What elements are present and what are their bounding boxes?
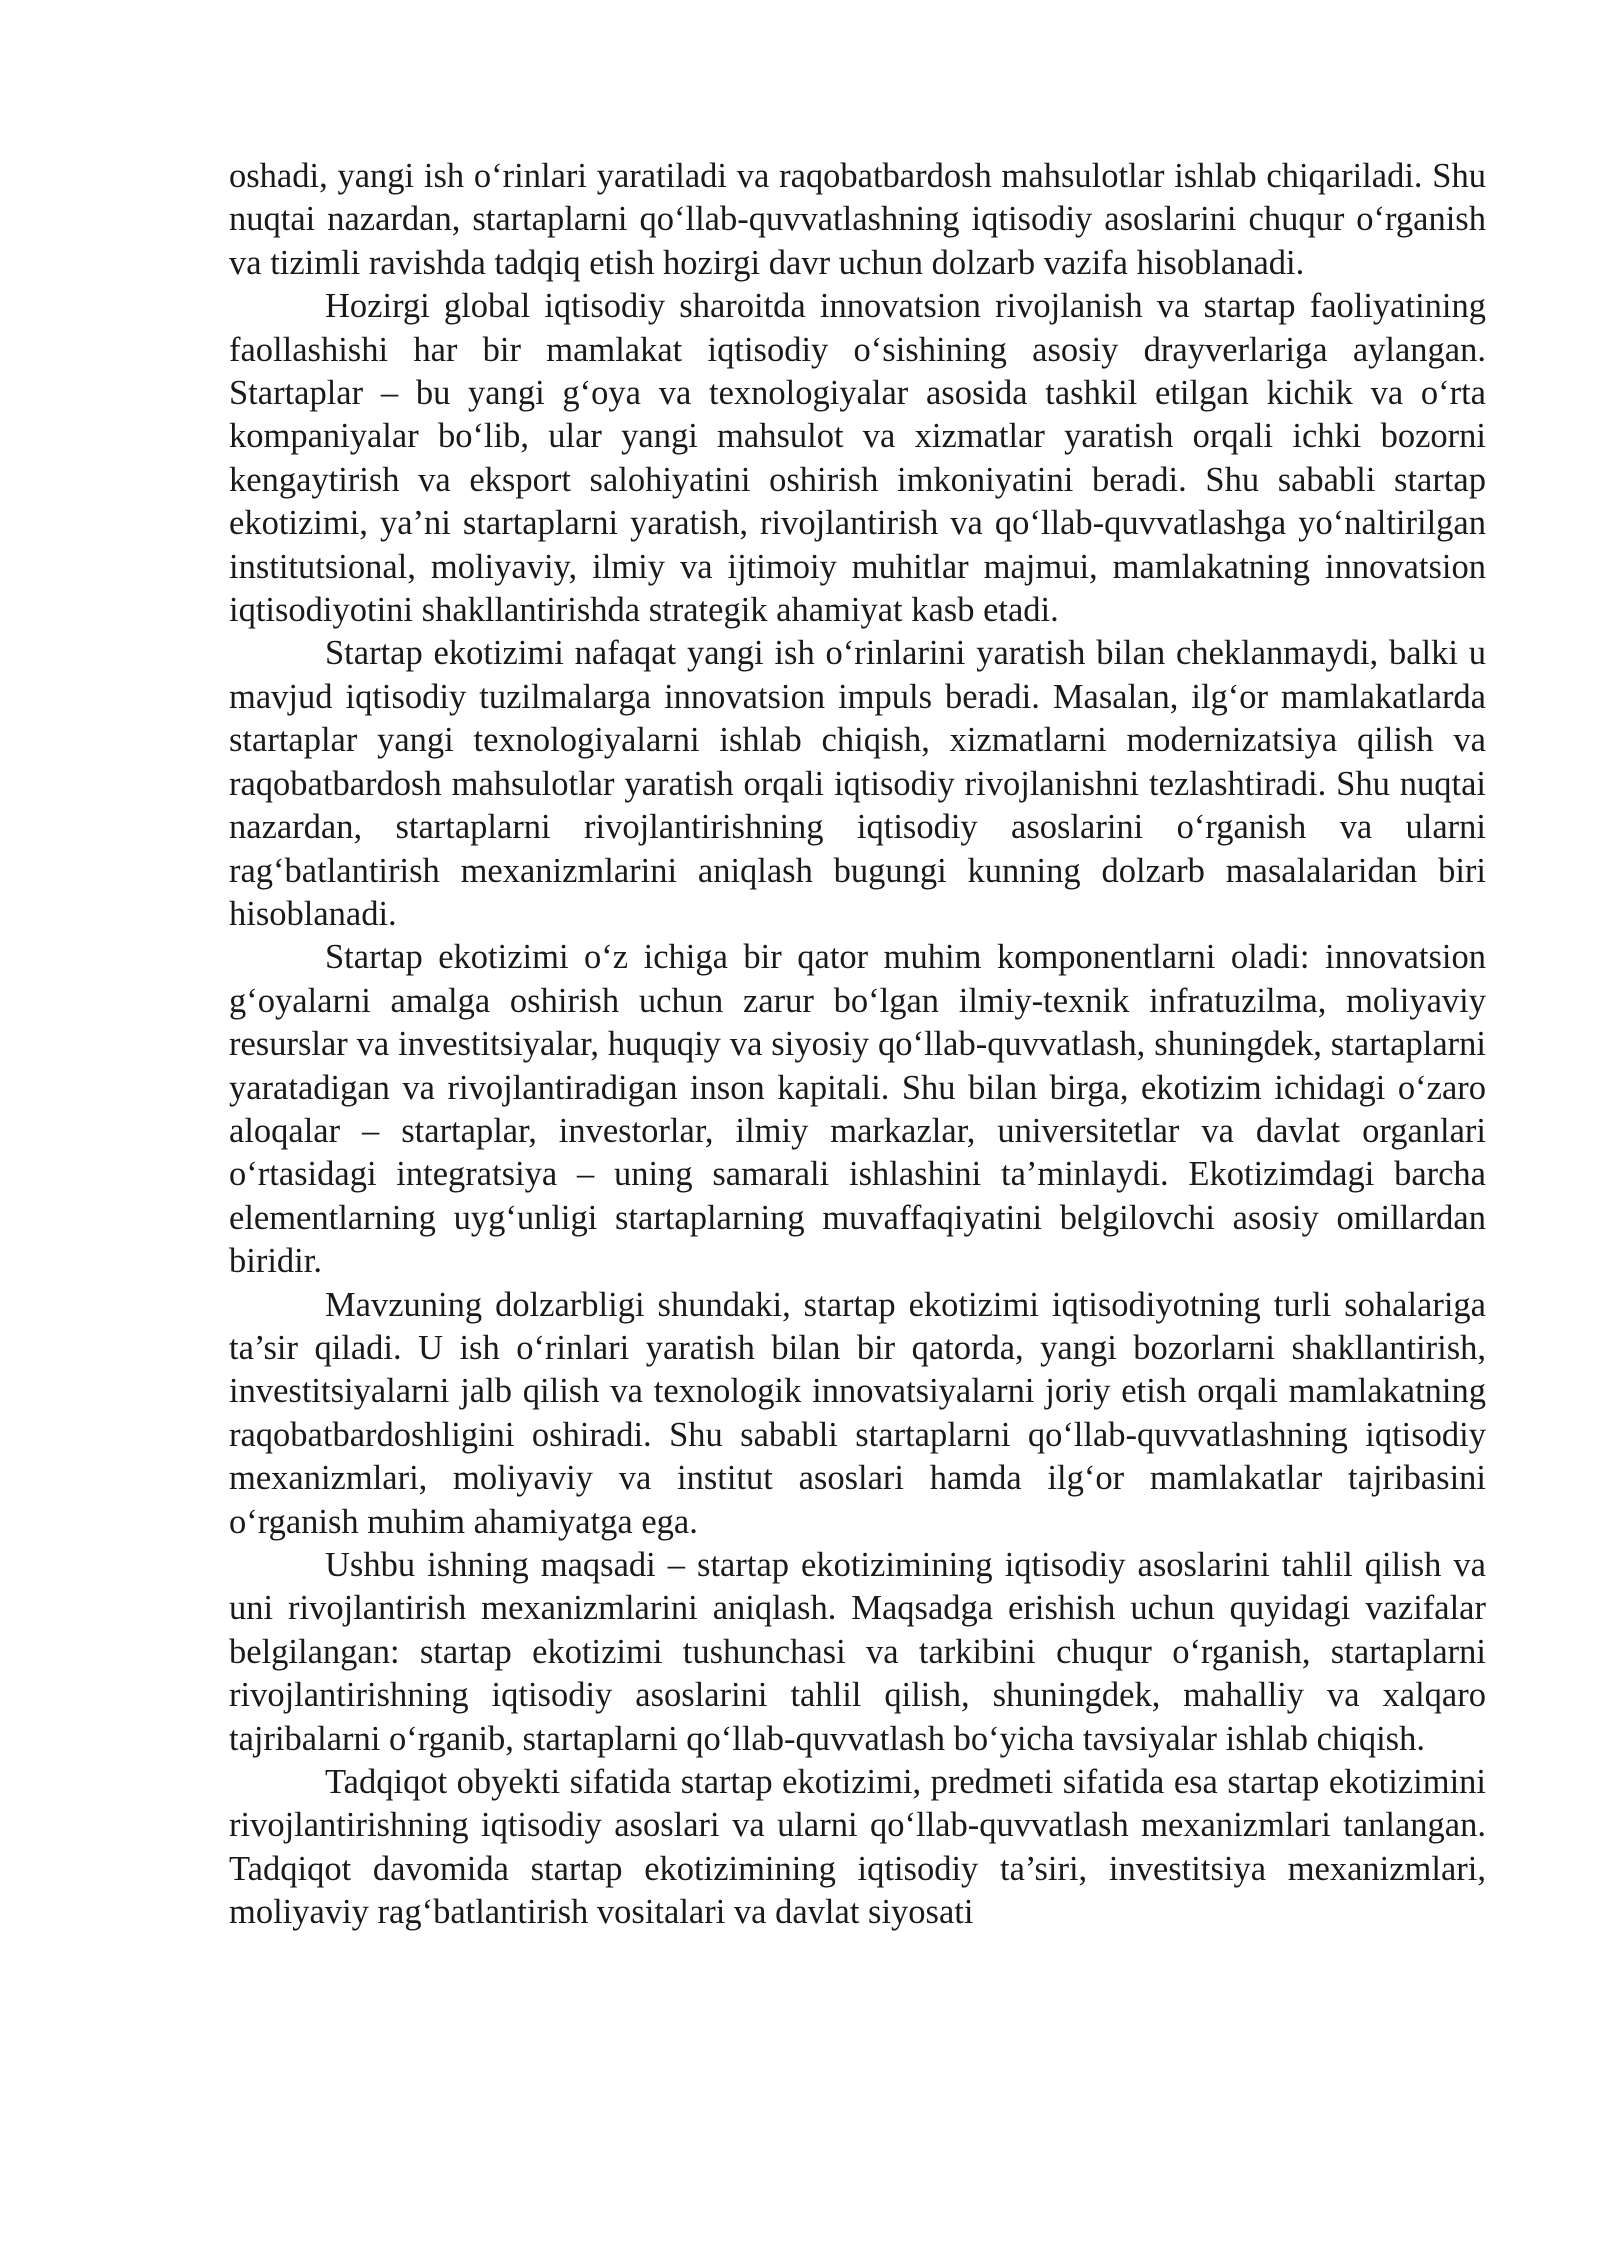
- paragraph: Mavzuning dolzarbligi shundaki, startap ekotizimi iqtisodiyotning turli sohalariga ta’sir qiladi. U ish o‘rinlari yaratish bilan bir qatorda, yangi bozorlarni shakllantirish, investitsiyalarni jalb qilish va texnologik innovatsiyalarni joriy etish orqali mamlakatning raqobatbardoshligini oshiradi. Shu sababli startaplarni qo‘llab-quvvatlashning iqtisodiy mexanizmlari, moliyaviy va institut asoslari hamda ilg‘or mamlakatlar tajribasini o‘rganish muhim ahamiyatga ega.: [229, 1285, 1486, 1541]
- paragraph: Hozirgi global iqtisodiy sharoitda innovatsion rivojlanish va startap faoliyatining faollashishi har bir mamlakat iqtisodiy o‘sishining asosiy drayverlariga aylangan. Startaplar – bu yangi g‘oya va texnologiyalar asosida tashkil etilgan kichik va o‘rta kompaniyalar bo‘lib, ular yangi mahsulot va xizmatlar yaratish orqali ichki bozorni kengaytirish va eksport salohiyatini oshirish imkoniyatini beradi. Shu sababli startap ekotizimi, ya’ni startaplarni yaratish, rivojlantirish va qo‘llab-quvvatlashga yo‘naltirilgan institutsional, moliyaviy, ilmiy va ijtimoiy muhitlar majmui, mamlakatning innovatsion iqtisodiyotini shakllantirishda strategik ahamiyat kasb etadi.: [229, 287, 1486, 630]
- paragraph: Ushbu ishning maqsadi – startap ekotizimining iqtisodiy asoslarini tahlil qilish va uni rivojlantirish mexanizmlarini aniqlash. Maqsadga erishish uchun quyidagi vazifalar belgilangan: startap ekotizimi tushunchasi va tarkibini chuqur o‘rganish, startaplarni rivojlantirishning iqtisodiy asoslarini tahlil qilish, shuningdek, mahalliy va xalqaro tajribalarni o‘rganib, startaplarni qo‘llab-quvvatlash bo‘yicha tavsiyalar ishlab chiqish.: [229, 1546, 1486, 1758]
- paragraph: oshadi, yangi ish o‘rinlari yaratiladi va raqobatbardosh mahsulotlar ishlab chiqariladi. Shu nuqtai nazardan, startaplarni qo‘llab-quvvatlashning iqtisodiy asoslarini chuqur o‘rganish va tizimli ravishda tadqiq etish hozirgi davr uchun dolzarb vazifa hisoblanadi.: [229, 157, 1486, 282]
- paragraph: Tadqiqot obyekti sifatida startap ekotizimi, predmeti sifatida esa startap ekotizimini rivojlantirishning iqtisodiy asoslari va ularni qo‘llab-quvvatlash mexanizmlari tanlangan. Tadqiqot davomida startap ekotizimining iqtisodiy ta’siri, investitsiya mexanizmlari, moliyaviy rag‘batlantirish vositalari va davlat siyosati: [229, 1763, 1486, 1932]
- paragraph: Startap ekotizimi o‘z ichiga bir qator muhim komponentlarni oladi: innovatsion g‘oyalarni amalga oshirish uchun zarur bo‘lgan ilmiy-texnik infratuzilma, moliyaviy resurslar va investitsiyalar, huquqiy va siyosiy qo‘llab-quvvatlash, shuningdek, startaplarni yaratadigan va rivojlantiradigan inson kapitali. Shu bilan birga, ekotizim ichidagi o‘zaro aloqalar – startaplar, investorlar, ilmiy markazlar, universitetlar va davlat organlari o‘rtasidagi integratsiya – uning samarali ishlashini ta’minlaydi. Ekotizimdagi barcha elementlarning uyg‘unligi startaplarning muvaffaqiyatini belgilovchi asosiy omillardan biridir.: [229, 938, 1486, 1281]
- paragraph: Startap ekotizimi nafaqat yangi ish o‘rinlarini yaratish bilan cheklanmaydi, balki u mavjud iqtisodiy tuzilmalarga innovatsion impuls beradi. Masalan, ilg‘or mamlakatlarda startaplar yangi texnologiyalarni ishlab chiqish, xizmatlarni modernizatsiya qilish va raqobatbardosh mahsulotlar yaratish orqali iqtisodiy rivojlanishni tezlashtiradi. Shu nuqtai nazardan, startaplarni rivojlantirishning iqtisodiy asoslarini o‘rganish va ularni rag‘batlantirish mexanizmlarini aniqlash bugungi kunning dolzarb masalalaridan biri hisoblanadi.: [229, 634, 1486, 933]
- body-text: [229, 155, 1486, 1935]
